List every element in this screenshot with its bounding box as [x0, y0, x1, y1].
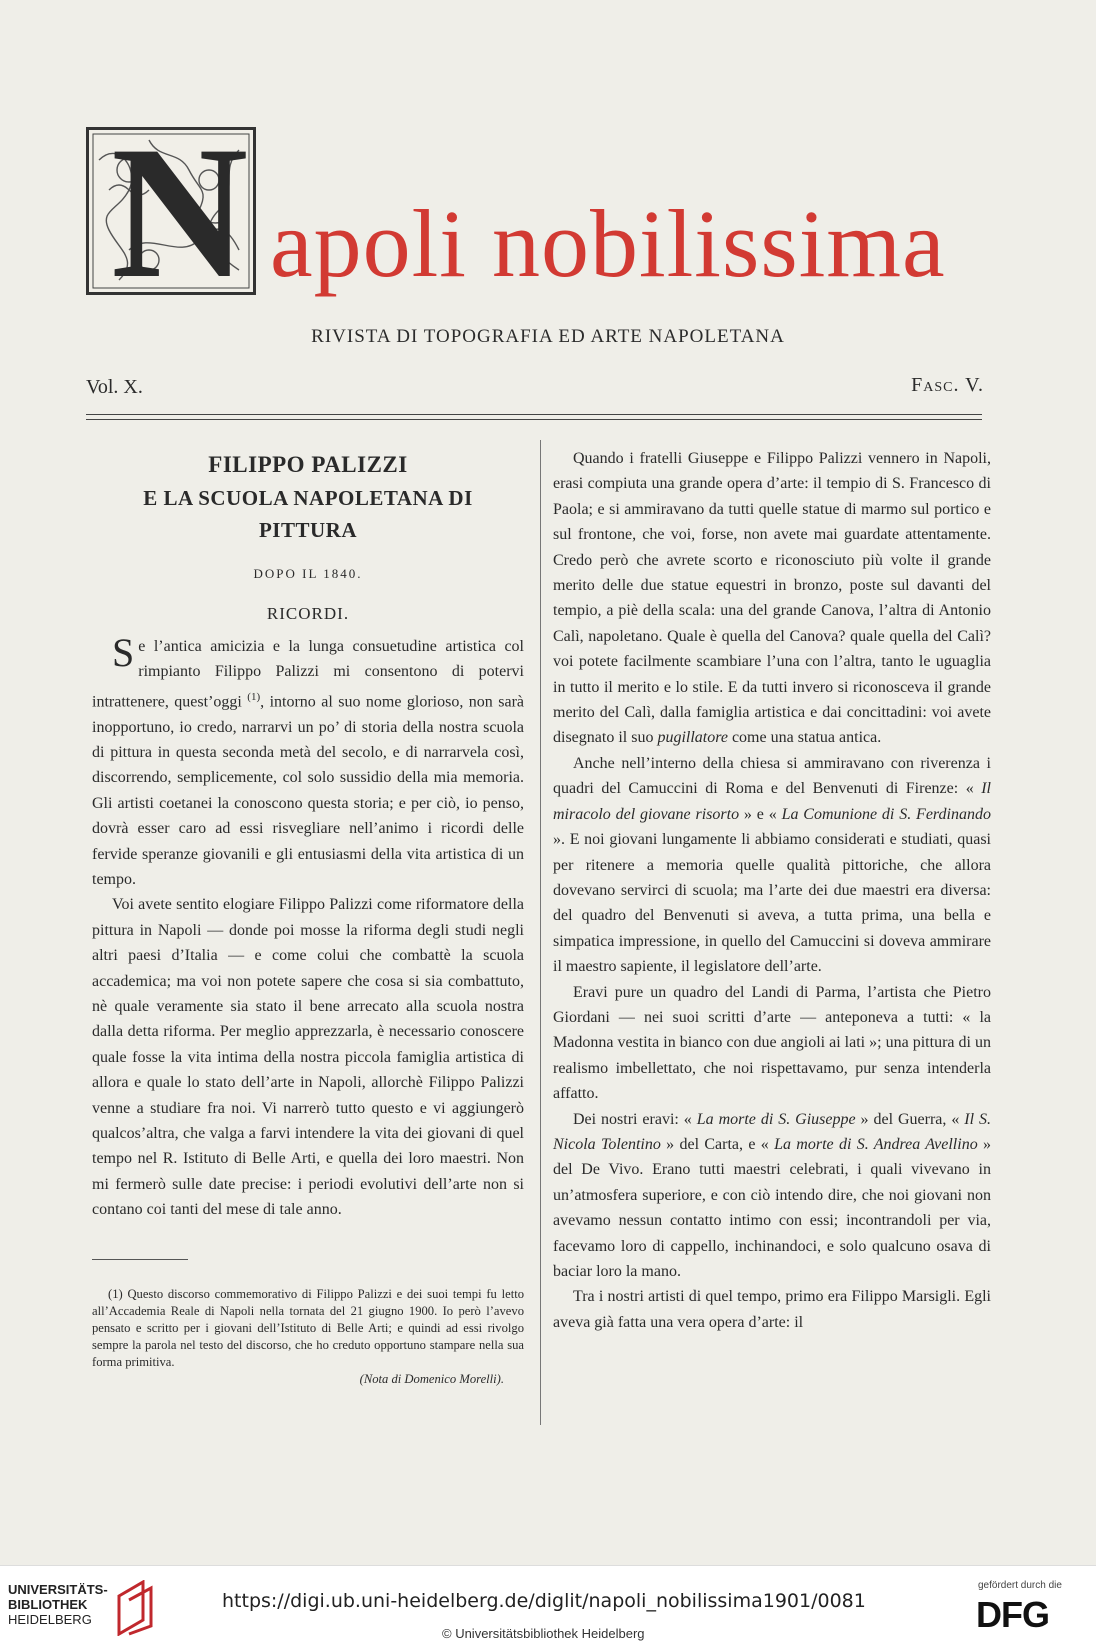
footnote-rule	[92, 1259, 188, 1260]
paragraph: Voi avete sentito elogiare Filippo Palizzi come riformatore della pittura in Napoli — donde poi mosse la riforma degli studi negli altri paesi d’Italia — e come colui che combattè la scuola accademica; ma voi non potete sapere che cosa si sia combattuto, nè quale veramente sia stato il bene arrecato alla scuola nostra dalla detta riforma. Per meglio apprezzarla, è necessario conoscere quale fosse la vita intima della nostra piccola famiglia artistica di allora e quale lo stato dell’arte in Napoli, allorchè Filippo Palizzi venne a studiare fra noi. Vi narrerò tutto questo e vi aggiungerò qualcos’altra, che valga a farvi intendere la vita dei giovani di quel tempo nel R. Istituto di Belle Arti, e quella dei loro maestri. Non mi fermerò sulle date precise: i periodi evolutivi dell’arte non si contano coi tanti del mese di tale anno.	[92, 896, 524, 1219]
fascicle-number: Fasc. V.	[911, 374, 984, 396]
footnote-marker: (1)	[247, 690, 261, 703]
article-subtitle: E LA SCUOLA NAPOLETANA DI PITTURA	[143, 486, 473, 542]
paragraph: Se l’antica amicizia e la lunga consuetudine artistica col rimpianto Filippo Palizzi mi consentono di potervi intrattenere, quest’oggi $^{(1)}$, intorno al suo nome glorioso, non sarà inopportuno, io credo, narrarvi un po’ di storia della nostra scuola di pittura in questa seconda metà del secolo, e di narrarvela così, discorrendo, semplicemente, col solo sussidio della mia memoria. Gli artisti coetanei la conoscono questa storia; e per ciò, io penso, dovrà esser caro ad essi risvegliare nell’animo i ricordi delle fervide speranze giovanili e gli entusiasmi della vita artistica di un tempo.	[92, 630, 525, 888]
journal-subtitle: RIVISTA DI TOPOGRAFIA ED ARTE NAPOLETANA	[311, 326, 785, 347]
footnote	[92, 1286, 524, 1388]
footnote-signature: (Nota di Domenico Morelli).	[359, 1371, 504, 1386]
library-logo-icon	[115, 1580, 155, 1636]
article-body-left	[92, 630, 525, 1223]
paragraph: Anche nell’interno della chiesa si ammiravano con riverenza i quadri del Camuccini di Roma e del Benvenuti di Firenze: « Il miracolo del giovane risorto » e « La Comunione di S. Ferdinando ». E noi giovani lungamente li abbiamo considerati e studiati, quasi per ritenere a memoria quelle qualità pittoriche, che allora dovevano servirci di scuola; ma l’arte dei due maestri era diversa: del quadro del Benvenuti si aveva, a tutta prima, una bella e simpatica impressione, in quello del Camuccini si doveva ammirare il maestro sapiente, il legislatore dell’arte.	[553, 754, 992, 976]
left-column	[92, 448, 524, 1388]
right-column	[553, 446, 991, 1335]
funding-note: gefördert durch die	[978, 1580, 1062, 1591]
library-footer-bar	[0, 1565, 1096, 1652]
header-rule	[86, 414, 982, 415]
paragraph: Tra i nostri artisti di quel tempo, primo era Filippo Marsigli. Egli aveva già fatta una vera opera d’arte: il	[553, 1288, 991, 1331]
dfg-logo: DFG	[976, 1594, 1049, 1635]
section-heading: RICORDI.	[266, 604, 350, 623]
volume-number: Vol. X.	[86, 376, 143, 398]
column-divider	[540, 440, 541, 1425]
header-rule	[86, 419, 982, 420]
permalink-url[interactable]: https://digi.ub.uni-heidelberg.de/diglit/napoli_nobilissima1901/0081	[222, 1590, 866, 1612]
copyright-notice: © Universitätsbibliothek Heidelberg	[442, 1626, 645, 1641]
drop-cap: S	[112, 630, 135, 675]
journal-title: apoli nobilissima	[270, 190, 946, 297]
initial-letter: N	[111, 127, 249, 295]
footnote-text: (1) Questo discorso commemorativo di Filippo Palizzi e dei suoi tempi fu letto all’Accademia Reale di Napoli nella tornata del 21 giugno 1900. Io però l’avevo pensato e scritto per i giovani dell’Istituto di Belle Arti; e quindi ad essi rivolgo sempre la parola nel testo del discorso, che ho creduto opportuno stampare nella sua forma primitiva.	[92, 1286, 524, 1369]
article-title: FILIPPO PALIZZI	[208, 452, 408, 477]
decorated-initial	[86, 127, 256, 295]
library-name: UNIVERSITÄTS- BIBLIOTHEK HEIDELBERG	[8, 1582, 108, 1627]
paragraph: Eravi pure un quadro del Landi di Parma, l’artista che Pietro Giordani — nei suoi scritti d’arte — anteponeva a tutti: « la Madonna vestita in bianco con due angioli ai lati »; una pittura di un realismo imbellettato, che noi rispettavamo, pur senza intenderla affatto.	[553, 983, 991, 1103]
paragraph: Quando i fratelli Giuseppe e Filippo Palizzi vennero in Napoli, erasi compiuta una grande opera d’arte: il tempio di S. Francesco di Paola; e si ammiravano da tutti quelle statue di marmo sul portico e sul frontone, che voi, forse, non avete mai guardate attentamente. Credo però che avrete scorto e riconosciuto più volte il grande merito delle due statue equestri in bronzo, poste sul davanti del tempio, a piè della scala: una del grande Canova, l’altra di Antonio Calì, napoletano. Quale è quella del Canova? quale quella del Calì? voi potete facilmente scambiare l’una con l’altra, tanto le uguaglia in tutto il merito e lo stile. E da tutti invero si riconosceva il grande merito del Calì, dalla famiglia artistica e dai concittadini: voi avete disegnato il suo pugillatore come una statua antica.	[553, 450, 991, 747]
paragraph: Dei nostri eravi: « La morte di S. Giuseppe » del Guerra, « Il S. Nicola Tolentino » del Carta, e « La morte di S. Andrea Avellino » del De Vivo. Erano tutti maestri celebrati, i quali vivevano in un’atmosfera superiore, e con ciò intendo dire, che noi giovani non avevamo nessun contatto intimo con essi; incontrandoli per via, facevamo loro di cappello, inchinandoci, e solo qualcuno osava di baciar loro la mano.	[553, 1110, 992, 1280]
article-date-line: DOPO IL 1840.	[253, 566, 363, 581]
